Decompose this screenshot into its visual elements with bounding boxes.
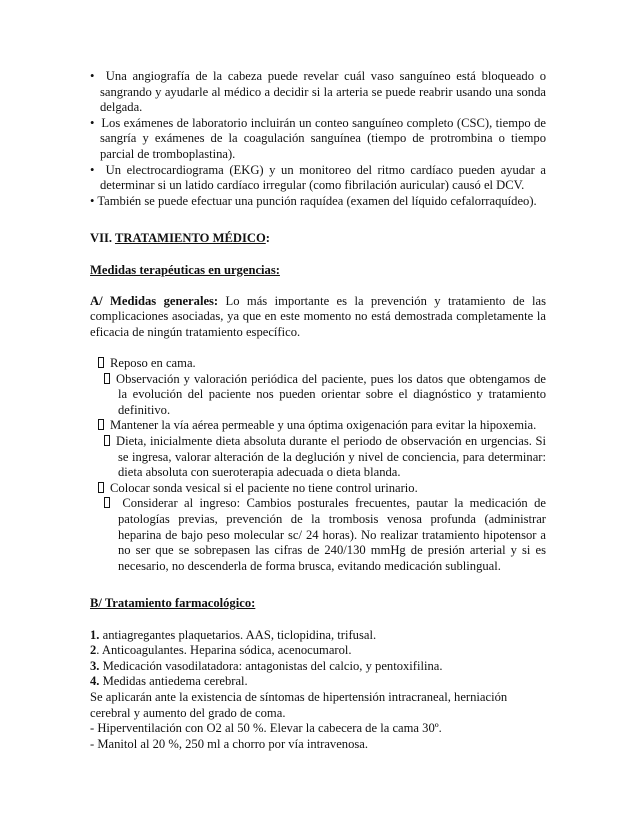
square-bullet-icon (98, 482, 104, 493)
closing-line: - Hiperventilación con O2 al 50 %. Elevar la cabecera de la cama 30º. (90, 721, 442, 736)
bullet-ekg (90, 163, 546, 194)
square-bullet-icon (98, 419, 104, 430)
measure-text: Mantener la vía aérea permeable y una óptima oxigenación para evitar la hipoxemia. (110, 418, 537, 433)
section-heading (90, 231, 546, 247)
pharm-text: . Anticoagulantes. Heparina sódica, acenocumarol. (96, 643, 352, 658)
square-bullet-icon (104, 373, 110, 384)
measure-text: Reposo en cama. (110, 356, 196, 371)
bullet-laboratorio (90, 116, 546, 163)
pharm-number: 1. (90, 627, 100, 642)
closing-line: - Manitol al 20 %, 250 ml a chorro por vía intravenosa. (90, 736, 369, 751)
medidas-generales-text: Lo más importante es la prevención y tratamiento de las complicaciones asociadas, ya que en este momento no está demostrada completamente la eficacia de ningún tratamiento específico. (90, 293, 546, 339)
pharm-text: Medidas antiedema cerebral. (99, 674, 248, 689)
section-colon: : (265, 231, 270, 246)
measure-item (90, 434, 546, 481)
square-bullet-icon (98, 357, 104, 368)
pharm-item (90, 643, 546, 659)
bullet-glyph: • (90, 69, 95, 83)
bullet-text: Una angiografía de la cabeza puede revelar cuál vaso sanguíneo está bloqueado o sangrando y ayudarle al médico a decidir si la arteria se puede reabrir usando una sonda delgada. (100, 69, 547, 115)
bullet-text: También se puede efectuar una punción raquídea (examen del líquido cefalorraquídeo). (97, 193, 537, 208)
square-bullet-icon (104, 435, 110, 446)
pharm-item (90, 674, 546, 690)
square-bullet-icon (104, 497, 110, 508)
medidas-generales-paragraph (90, 294, 546, 341)
bullet-glyph: • (90, 162, 95, 177)
bullet-text: Un electrocardiograma (EKG) y un monitoreo del ritmo cardíaco pueden ayudar a determinar si un latido cardíaco irregular (como fibrilación auricular) causó el DCV. (100, 162, 547, 193)
document-page (90, 69, 546, 752)
pharm-text: Medicación vasodilatadora: antagonistas del calcio, y pentoxifilina. (99, 658, 443, 673)
urgencias-heading: Medidas terapéuticas en urgencias: (90, 262, 280, 277)
pharm-item (90, 628, 546, 644)
measure-item (90, 481, 546, 497)
section-number: VII. (90, 231, 113, 246)
measure-item (90, 372, 546, 419)
measure-item (90, 418, 546, 434)
pharm-item (90, 659, 546, 675)
medidas-generales-label: A/ Medidas generales: (90, 293, 219, 308)
pharm-number: 4. (90, 674, 100, 689)
pharm-number: 3. (90, 658, 100, 673)
measure-text: Observación y valoración periódica del paciente, pues los datos que obtengamos de la evolución del paciente nos pueden orientar sobre el diagnóstico y tratamiento definitivo. (116, 371, 546, 417)
measure-item (90, 356, 546, 372)
section-title: TRATAMIENTO MÉDICO (114, 231, 266, 246)
measure-item (90, 496, 546, 574)
measure-text: Considerar al ingreso: Cambios posturales frecuentes, pautar la medicación de patologías previas, prevención de la trombosis venosa profunda (administrar heparina de bajo peso molecular sc/ 24 horas). No realizar tratamiento hipotensor a no ser que se sobrepasen las cifras de 240/130 mmHg de presión arterial y si es necesario, no descenderla de forma brusca, evitando medicación sublingual. (116, 496, 546, 573)
bullet-puncion (90, 194, 546, 210)
pharm-heading: B/ Tratamiento farmacológico: (90, 596, 256, 611)
pharm-text: antiagregantes plaquetarios. AAS, ticlopidina, trifusal. (99, 627, 377, 642)
bullet-text: Los exámenes de laboratorio incluirán un conteo sanguíneo completo (CSC), tiempo de sangría y exámenes de la coagulación sanguínea (tiempo de protrombina o tiempo parcial de tromboplastina). (100, 115, 546, 161)
measure-text: Colocar sonda vesical si el paciente no tiene control urinario. (110, 480, 418, 495)
measure-text: Dieta, inicialmente dieta absoluta durante el periodo de observación en urgencias. Si se ingresa, valorar alteración de la deglución y nivel de conciencia, para determinar: dieta absoluta con sueroterapia adecuada o dieta blanda. (116, 434, 546, 480)
closing-paragraph: Se aplicarán ante la existencia de síntomas de hipertensión intracraneal, herniación cerebral y aumento del grado de coma. (90, 689, 508, 720)
pharm-number: 2 (90, 643, 97, 658)
bullet-glyph: • (90, 193, 95, 208)
bullet-angiografia (90, 69, 546, 116)
bullet-glyph: • (90, 115, 95, 130)
